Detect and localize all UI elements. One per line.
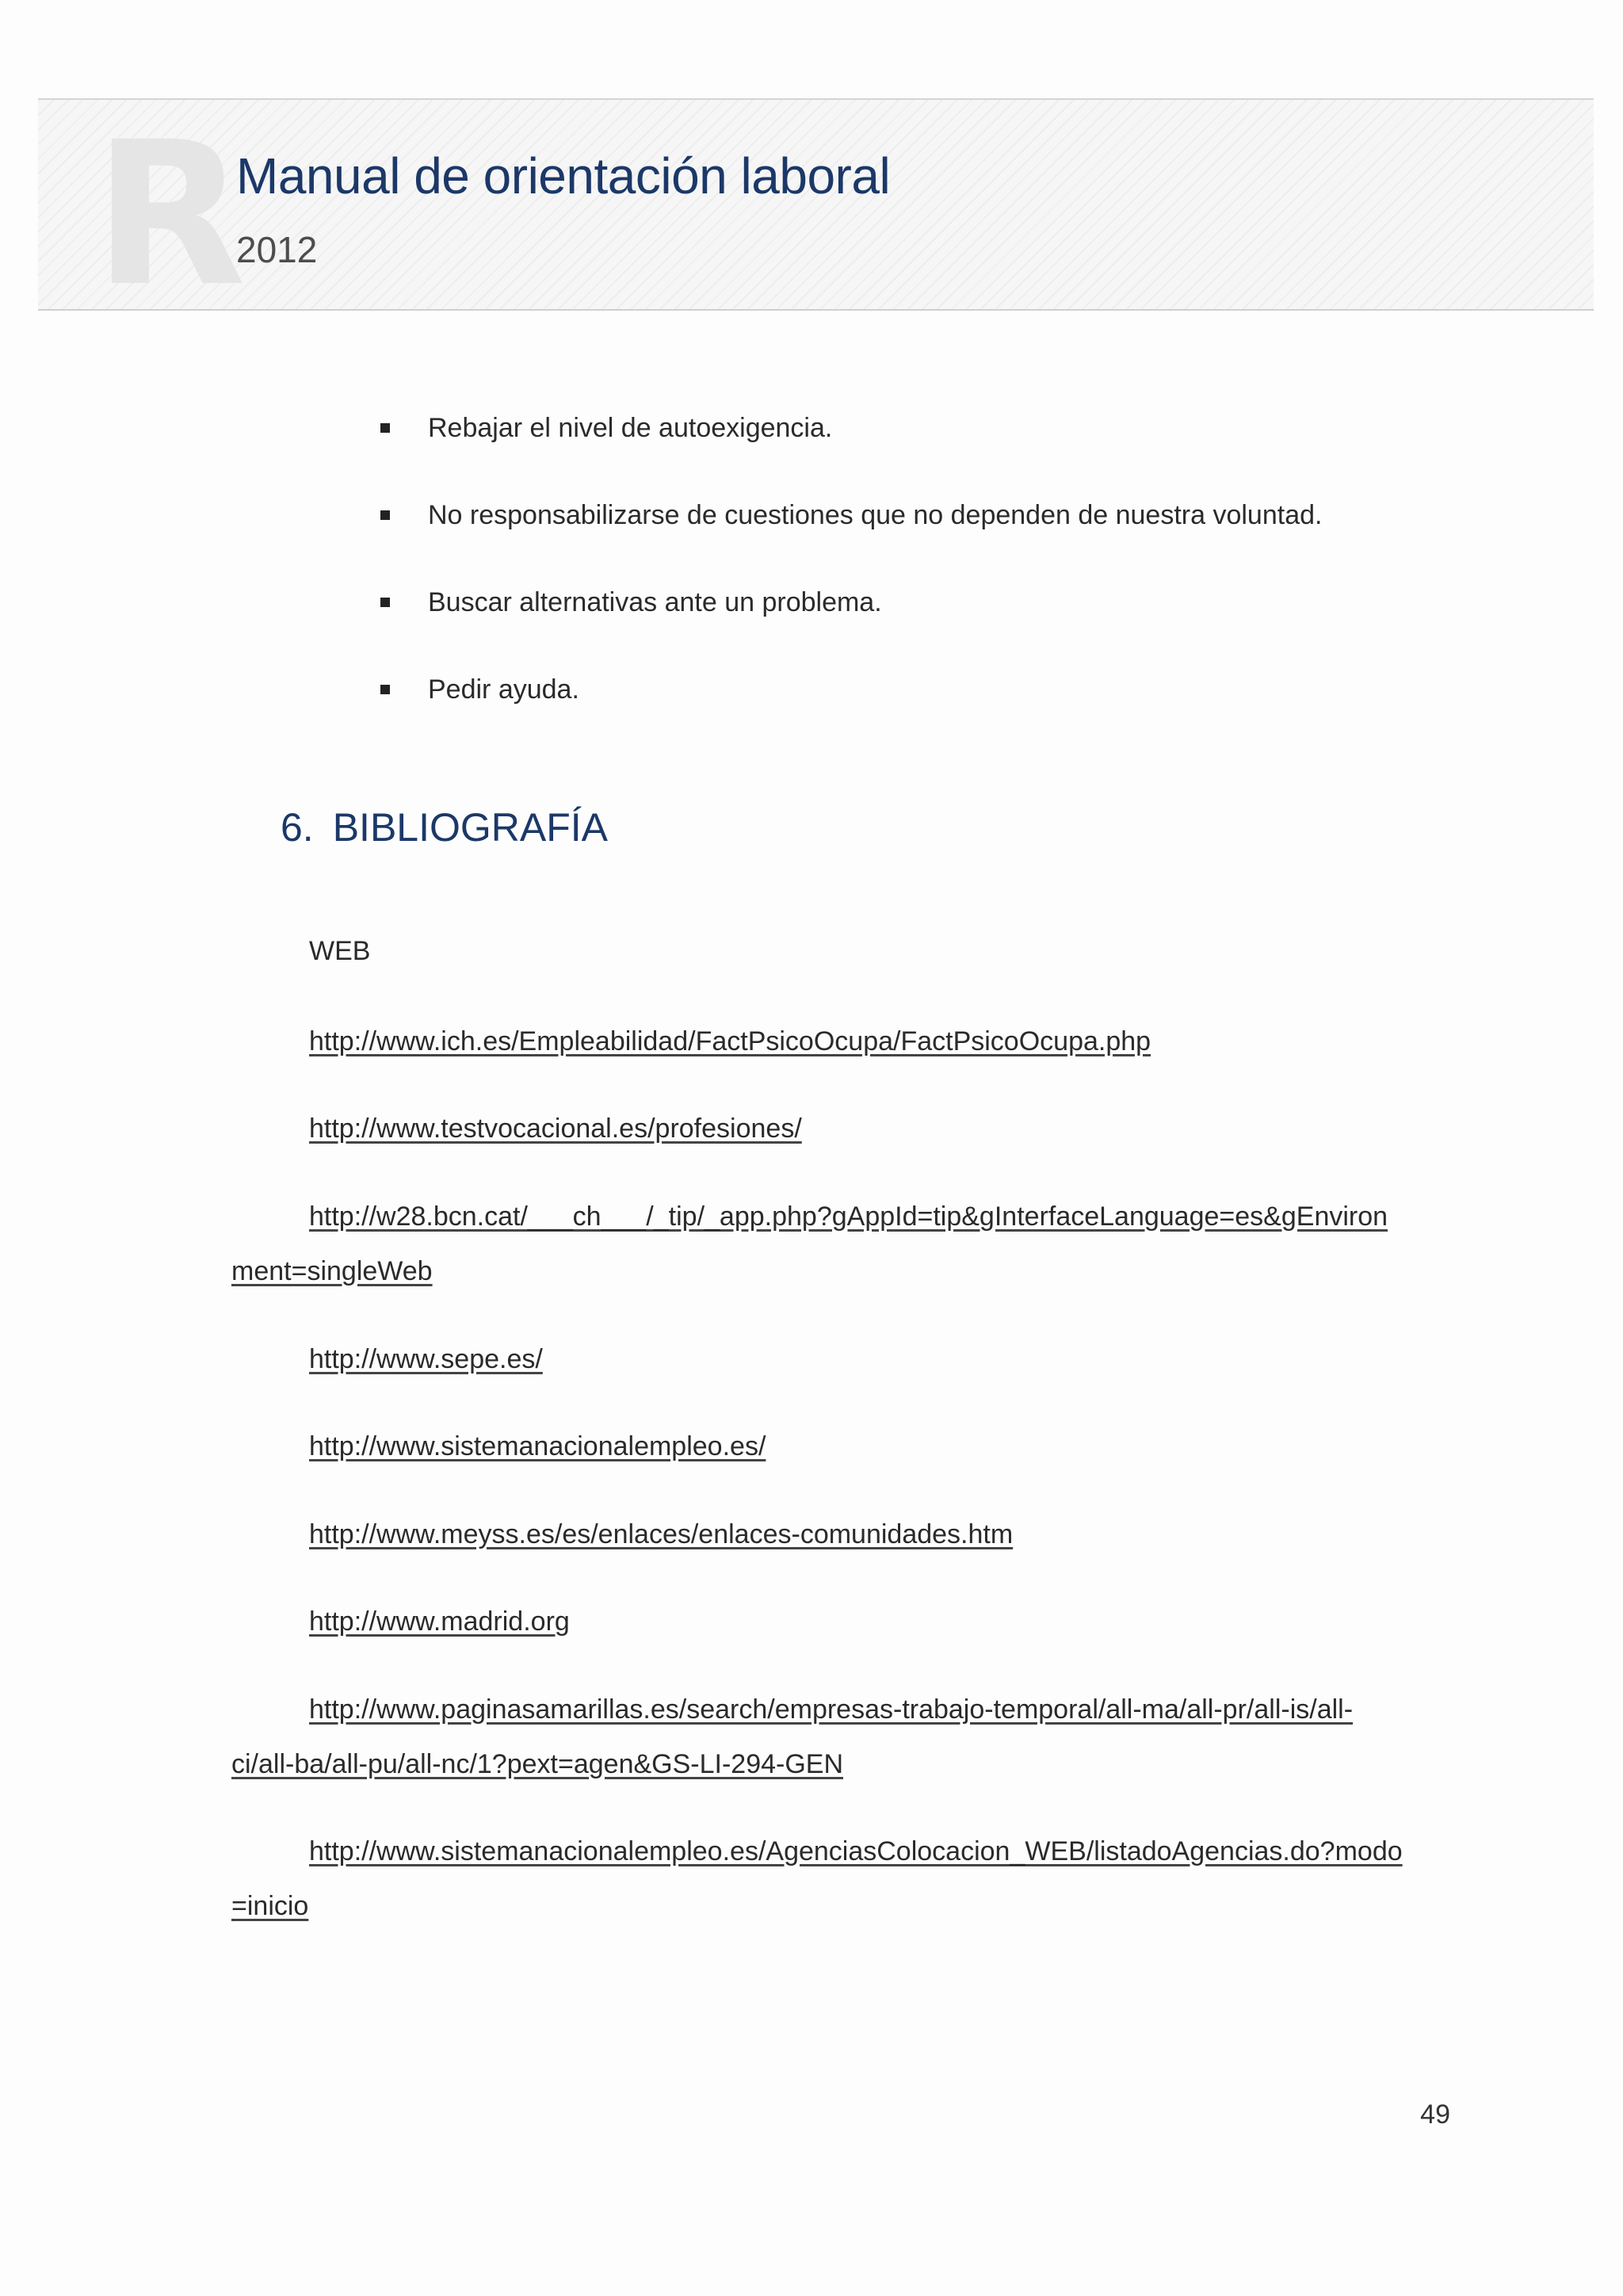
link-text: http://www.sepe.es/ [309, 1344, 543, 1374]
page-number: 49 [1420, 2099, 1450, 2130]
square-bullet-icon [380, 510, 390, 520]
link-text: http://www.sistemanacionalempleo.es/ [309, 1431, 766, 1461]
bibliography-link[interactable] [231, 1683, 1444, 1792]
bibliography-link[interactable] [231, 1595, 1444, 1649]
bibliography-link[interactable] [231, 1190, 1444, 1299]
square-bullet-icon [380, 423, 390, 433]
advice-bullet-list [380, 404, 1322, 753]
list-item-text: Pedir ayuda. [428, 674, 579, 705]
link-text: http://w28.bcn.cat/___ch___/_tip/_app.php?gAppId=tip&gInterfaceLanguage=es&gEnviron [309, 1201, 1388, 1232]
list-item [380, 666, 1322, 753]
document-title: Manual de orientación laboral [236, 147, 891, 204]
link-text-continuation: ment=singleWeb [231, 1256, 433, 1286]
list-item-text: Rebajar el nivel de autoexigencia. [428, 413, 833, 443]
square-bullet-icon [380, 685, 390, 694]
link-text: http://www.testvocacional.es/profesiones/ [309, 1114, 802, 1144]
link-text: http://www.meyss.es/es/enlaces/enlaces-comunidades.htm [309, 1519, 1014, 1549]
link-text-continuation: ci/all-ba/all-pu/all-nc/1?pext=agen&GS-LI-294-GEN [231, 1749, 844, 1779]
document-header [38, 98, 1594, 330]
logo-watermark: R [94, 99, 246, 330]
list-item-text: Buscar alternativas ante un problema. [428, 587, 882, 617]
list-item [380, 491, 1322, 579]
list-item [380, 404, 1322, 491]
link-text: http://www.paginasamarillas.es/search/empresas-trabajo-temporal/all-ma/all-pr/all-is/all- [309, 1694, 1354, 1725]
section-heading [281, 804, 608, 851]
link-text-continuation: =inicio [231, 1891, 309, 1921]
bibliography-link[interactable] [231, 1419, 1444, 1474]
square-bullet-icon [380, 598, 390, 607]
bibliography-link[interactable] [231, 1332, 1444, 1387]
link-text: http://www.ich.es/Empleabilidad/FactPsicoOcupa/FactPsicoOcupa.php [309, 1026, 1151, 1056]
link-text: http://www.madrid.org [309, 1606, 570, 1637]
bibliography-link[interactable] [231, 1102, 1444, 1156]
web-subheading: WEB [309, 936, 371, 966]
section-title: BIBLIOGRAFÍA [332, 805, 609, 850]
section-number: 6. [281, 805, 314, 850]
bibliography-link[interactable] [231, 1014, 1444, 1069]
bibliography-link[interactable] [231, 1824, 1444, 1934]
document-year: 2012 [236, 229, 318, 270]
list-item-text: No responsabilizarse de cuestiones que no dependen de nuestra voluntad. [428, 500, 1323, 530]
bibliography-link[interactable] [231, 1507, 1444, 1562]
list-item [380, 579, 1322, 666]
link-text: http://www.sistemanacionalempleo.es/AgenciasColocacion_WEB/listadoAgencias.do?modo [309, 1836, 1403, 1866]
